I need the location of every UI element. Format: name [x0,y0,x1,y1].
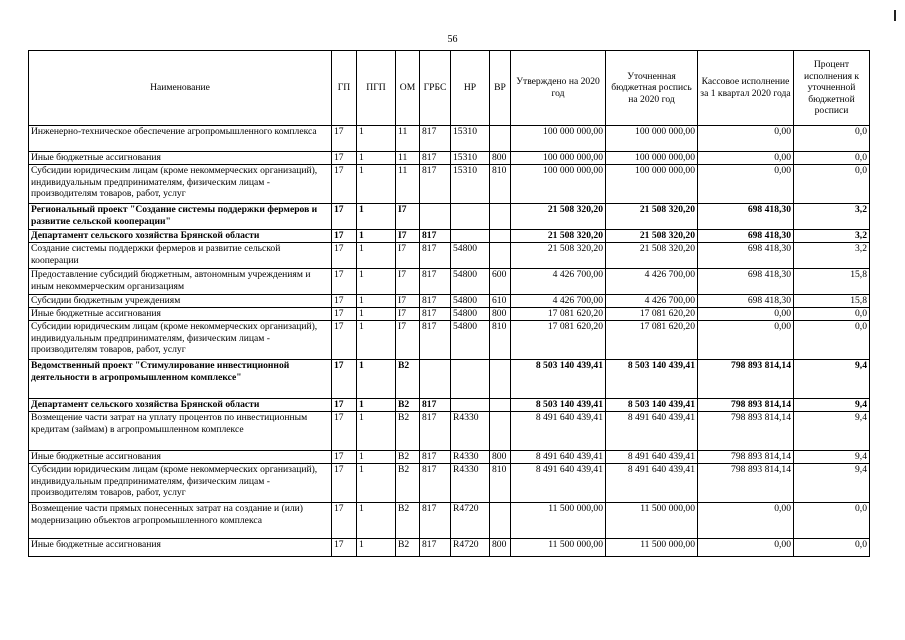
cell-om: В2 [396,539,420,557]
cell-om: I7 [396,295,420,308]
cell-name: Иные бюджетные ассигнования [29,451,332,464]
cell-gp: 17 [332,360,357,399]
cell-cash: 798 893 814,14 [698,399,794,412]
cell-approved: 8 491 640 439,41 [511,451,606,464]
header-pgp: ПГП [357,51,396,126]
table-row [29,152,870,165]
cell-name: Региональный проект "Создание системы поддержки фермеров и развитие сельской кооперации" [29,204,332,230]
cell-name: Создание системы поддержки фермеров и развитие сельской кооперации [29,243,332,269]
cell-nr: R4720 [451,539,490,557]
cell-approved: 8 503 140 439,41 [511,360,606,399]
cell-vr [490,230,511,243]
cell-om: I7 [396,243,420,269]
cell-pgp: 1 [357,412,396,451]
cell-gp: 17 [332,152,357,165]
cell-om: В2 [396,360,420,399]
table-row [29,126,870,152]
cell-approved: 8 491 640 439,41 [511,412,606,451]
cell-percent: 0,0 [794,503,870,539]
cell-percent: 0,0 [794,165,870,204]
cell-percent: 9,4 [794,360,870,399]
table-row-summary [29,204,870,230]
cell-cash: 0,00 [698,321,794,360]
cell-vr: 810 [490,165,511,204]
cell-percent: 0,0 [794,152,870,165]
cell-grbs: 817 [420,451,451,464]
cell-approved: 8 491 640 439,41 [511,464,606,503]
table-row [29,451,870,464]
cell-approved: 11 500 000,00 [511,503,606,539]
cell-refined: 100 000 000,00 [606,165,698,204]
cell-name: Иные бюджетные ассигнования [29,308,332,321]
cell-cash: 698 418,30 [698,269,794,295]
cell-refined: 8 503 140 439,41 [606,360,698,399]
cell-vr [490,399,511,412]
cell-nr [451,360,490,399]
cell-percent: 3,2 [794,230,870,243]
cell-refined: 4 426 700,00 [606,269,698,295]
cell-approved: 21 508 320,20 [511,204,606,230]
header-nr: НР [451,51,490,126]
cell-pgp: 1 [357,165,396,204]
budget-execution-table [28,50,870,557]
cell-grbs: 817 [420,230,451,243]
cell-grbs: 817 [420,539,451,557]
cell-approved: 100 000 000,00 [511,152,606,165]
header-approved: Утверждено на 2020 год [511,51,606,126]
cell-name: Субсидии юридическим лицам (кроме некоммерческих организаций), индивидуальным предпринимателям, физическим лицам - производителям товаров, работ, услуг [29,165,332,204]
header-gp: ГП [332,51,357,126]
cell-grbs: 817 [420,165,451,204]
table-row [29,539,870,557]
cell-vr: 600 [490,269,511,295]
cell-cash: 0,00 [698,503,794,539]
cell-cash: 698 418,30 [698,204,794,230]
header-row [29,51,870,126]
cell-gp: 17 [332,269,357,295]
cell-om: 11 [396,126,420,152]
cell-approved: 8 503 140 439,41 [511,399,606,412]
cell-gp: 17 [332,464,357,503]
cell-grbs: 817 [420,321,451,360]
cell-nr [451,230,490,243]
cell-pgp: 1 [357,152,396,165]
header-grbs: ГРБС [420,51,451,126]
page-number: 56 [447,34,458,45]
cell-grbs: 817 [420,295,451,308]
cell-gp: 17 [332,399,357,412]
table-row [29,321,870,360]
cell-om: I7 [396,308,420,321]
cell-gp: 17 [332,412,357,451]
table-row-summary [29,230,870,243]
cell-pgp: 1 [357,451,396,464]
cell-name: Департамент сельского хозяйства Брянской области [29,230,332,243]
cell-cash: 698 418,30 [698,295,794,308]
cell-grbs: 817 [420,308,451,321]
header-percent: Процент исполнения к уточненной бюджетной росписи [794,51,870,126]
cell-approved: 11 500 000,00 [511,539,606,557]
cell-approved: 21 508 320,20 [511,230,606,243]
cell-refined: 8 491 640 439,41 [606,464,698,503]
cell-gp: 17 [332,165,357,204]
cell-nr: 15310 [451,152,490,165]
cell-name: Предоставление субсидий бюджетным, автономным учреждениям и иным некоммерческим организациям [29,269,332,295]
cell-refined: 8 491 640 439,41 [606,412,698,451]
cell-refined: 17 081 620,20 [606,308,698,321]
cell-cash: 798 893 814,14 [698,360,794,399]
cell-grbs: 817 [420,399,451,412]
cell-grbs [420,204,451,230]
cell-approved: 4 426 700,00 [511,295,606,308]
cell-nr: 54800 [451,295,490,308]
cell-cash: 0,00 [698,165,794,204]
cell-percent: 9,4 [794,464,870,503]
cell-om: I7 [396,230,420,243]
cell-gp: 17 [332,539,357,557]
cell-vr: 800 [490,152,511,165]
table-row [29,308,870,321]
cell-approved: 21 508 320,20 [511,243,606,269]
cell-cash: 0,00 [698,126,794,152]
cell-om: В2 [396,412,420,451]
cell-vr: 800 [490,308,511,321]
cell-nr: R4720 [451,503,490,539]
cell-grbs: 817 [420,126,451,152]
cell-approved: 17 081 620,20 [511,321,606,360]
cell-grbs: 817 [420,503,451,539]
cell-nr: 54800 [451,269,490,295]
cell-nr: 15310 [451,165,490,204]
cell-om: В2 [396,451,420,464]
cell-cash: 798 893 814,14 [698,451,794,464]
cell-grbs: 817 [420,243,451,269]
cell-name: Иные бюджетные ассигнования [29,539,332,557]
cell-gp: 17 [332,321,357,360]
cell-approved: 4 426 700,00 [511,269,606,295]
cell-om: I7 [396,321,420,360]
cell-gp: 17 [332,295,357,308]
cell-percent: 9,4 [794,412,870,451]
cell-om: В2 [396,399,420,412]
cell-gp: 17 [332,243,357,269]
cell-grbs: 817 [420,412,451,451]
cell-gp: 17 [332,126,357,152]
cell-pgp: 1 [357,269,396,295]
table-row [29,269,870,295]
header-cash: Кассовое исполнение за 1 квартал 2020 года [698,51,794,126]
cell-grbs: 817 [420,464,451,503]
cell-nr [451,399,490,412]
cell-vr [490,412,511,451]
cell-om: В2 [396,464,420,503]
cell-refined: 11 500 000,00 [606,539,698,557]
cell-pgp: 1 [357,539,396,557]
cell-nr: R4330 [451,464,490,503]
cell-vr: 810 [490,321,511,360]
table-row [29,243,870,269]
cell-percent: 15,8 [794,269,870,295]
cell-percent: 0,0 [794,539,870,557]
cell-name: Инженерно-техническое обеспечение агропромышленного комплекса [29,126,332,152]
cell-percent: 15,8 [794,295,870,308]
cell-name: Возмещение части прямых понесенных затрат на создание и (или) модернизацию объектов агропромышленного комплекса [29,503,332,539]
cell-pgp: 1 [357,204,396,230]
header-om: ОМ [396,51,420,126]
cell-percent: 0,0 [794,126,870,152]
cell-om: I7 [396,269,420,295]
edge-mark [894,10,896,21]
header-vr: ВР [490,51,511,126]
cell-vr: 610 [490,295,511,308]
cell-nr: 54800 [451,321,490,360]
cell-grbs: 817 [420,152,451,165]
cell-gp: 17 [332,230,357,243]
table-row [29,165,870,204]
cell-approved: 100 000 000,00 [511,165,606,204]
cell-percent: 0,0 [794,308,870,321]
table-row-summary [29,399,870,412]
cell-nr [451,204,490,230]
cell-om: I7 [396,204,420,230]
cell-gp: 17 [332,308,357,321]
cell-name: Субсидии бюджетным учреждениям [29,295,332,308]
cell-name: Возмещение части затрат на уплату процентов по инвестиционным кредитам (займам) в агропромышленном комплексе [29,412,332,451]
cell-vr: 810 [490,464,511,503]
cell-grbs: 817 [420,269,451,295]
cell-percent: 9,4 [794,399,870,412]
cell-refined: 4 426 700,00 [606,295,698,308]
cell-refined: 17 081 620,20 [606,321,698,360]
cell-percent: 3,2 [794,204,870,230]
cell-name: Ведомственный проект "Стимулирование инвестиционной деятельности в агропромышленном комплексе" [29,360,332,399]
table-row [29,412,870,451]
cell-refined: 8 503 140 439,41 [606,399,698,412]
cell-name: Департамент сельского хозяйства Брянской области [29,399,332,412]
cell-vr [490,243,511,269]
cell-refined: 100 000 000,00 [606,152,698,165]
header-refined: Уточненная бюджетная роспись на 2020 год [606,51,698,126]
cell-vr [490,126,511,152]
cell-refined: 8 491 640 439,41 [606,451,698,464]
cell-cash: 698 418,30 [698,243,794,269]
cell-approved: 17 081 620,20 [511,308,606,321]
cell-percent: 9,4 [794,451,870,464]
cell-cash: 798 893 814,14 [698,464,794,503]
cell-gp: 17 [332,204,357,230]
cell-cash: 0,00 [698,152,794,165]
cell-name: Субсидии юридическим лицам (кроме некоммерческих организаций), индивидуальным предпринимателям, физическим лицам - производителям товаров, работ, услуг [29,464,332,503]
cell-nr: R4330 [451,412,490,451]
cell-vr: 800 [490,539,511,557]
cell-cash: 798 893 814,14 [698,412,794,451]
cell-vr [490,503,511,539]
cell-pgp: 1 [357,464,396,503]
cell-pgp: 1 [357,503,396,539]
cell-pgp: 1 [357,295,396,308]
cell-approved: 100 000 000,00 [511,126,606,152]
cell-gp: 17 [332,451,357,464]
cell-om: 11 [396,165,420,204]
table-row [29,503,870,539]
cell-pgp: 1 [357,230,396,243]
header-name: Наименование [29,51,332,126]
cell-pgp: 1 [357,243,396,269]
cell-percent: 0,0 [794,321,870,360]
cell-vr: 800 [490,451,511,464]
cell-vr [490,360,511,399]
cell-cash: 698 418,30 [698,230,794,243]
cell-refined: 21 508 320,20 [606,204,698,230]
table-row [29,295,870,308]
cell-refined: 11 500 000,00 [606,503,698,539]
table-body [29,126,870,557]
cell-om: 11 [396,152,420,165]
cell-nr: 54800 [451,308,490,321]
cell-gp: 17 [332,503,357,539]
cell-vr [490,204,511,230]
cell-pgp: 1 [357,308,396,321]
cell-name: Субсидии юридическим лицам (кроме некоммерческих организаций), индивидуальным предпринимателям, физическим лицам - производителям товаров, работ, услуг [29,321,332,360]
cell-nr: R4330 [451,451,490,464]
cell-nr: 15310 [451,126,490,152]
cell-refined: 21 508 320,20 [606,243,698,269]
cell-pgp: 1 [357,126,396,152]
cell-cash: 0,00 [698,308,794,321]
cell-cash: 0,00 [698,539,794,557]
cell-pgp: 1 [357,321,396,360]
cell-pgp: 1 [357,399,396,412]
cell-name: Иные бюджетные ассигнования [29,152,332,165]
cell-refined: 100 000 000,00 [606,126,698,152]
cell-percent: 3,2 [794,243,870,269]
cell-refined: 21 508 320,20 [606,230,698,243]
table-row [29,464,870,503]
cell-pgp: 1 [357,360,396,399]
cell-grbs [420,360,451,399]
cell-om: В2 [396,503,420,539]
cell-nr: 54800 [451,243,490,269]
table-row-summary [29,360,870,399]
